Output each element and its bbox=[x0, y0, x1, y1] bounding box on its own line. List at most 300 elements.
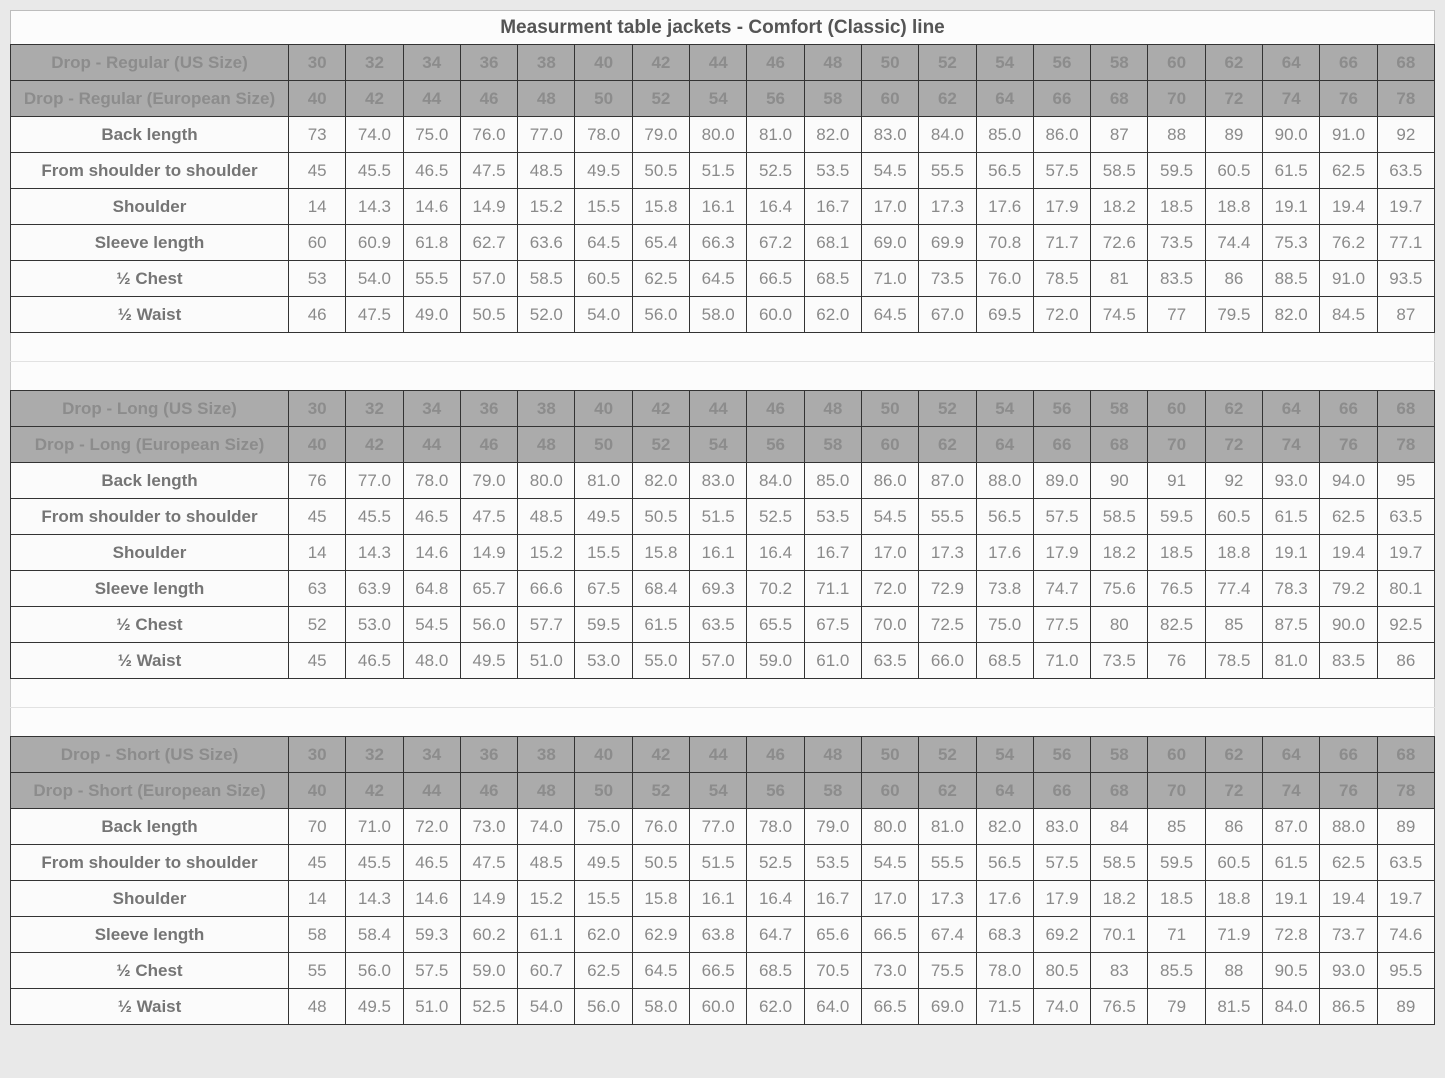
measurement-value-cell: 78.3 bbox=[1263, 571, 1320, 607]
eu-size-cell: 66 bbox=[1033, 773, 1090, 809]
measurement-value-cell: 88.0 bbox=[1320, 809, 1377, 845]
eu-size-cell: 76 bbox=[1320, 81, 1377, 117]
eu-size-cell: 62 bbox=[919, 427, 976, 463]
measurement-value-cell: 88 bbox=[1205, 953, 1262, 989]
us-size-cell: 60 bbox=[1148, 45, 1205, 81]
measurement-value-cell: 91.0 bbox=[1320, 261, 1377, 297]
eu-size-cell: 68 bbox=[1091, 427, 1148, 463]
measurement-value-cell: 62.5 bbox=[1320, 845, 1377, 881]
measurement-value-cell: 86 bbox=[1377, 643, 1434, 679]
measurement-value-cell: 16.7 bbox=[804, 189, 861, 225]
measurement-value-cell: 59.5 bbox=[1148, 845, 1205, 881]
measurement-row-label: ½ Chest bbox=[11, 607, 289, 643]
eu-size-cell: 46 bbox=[460, 81, 517, 117]
measurement-value-cell: 16.7 bbox=[804, 881, 861, 917]
measurement-row bbox=[11, 225, 1435, 261]
measurement-value-cell: 14 bbox=[289, 881, 346, 917]
measurement-value-cell: 58.5 bbox=[518, 261, 575, 297]
us-size-cell: 50 bbox=[861, 45, 918, 81]
eu-size-cell: 54 bbox=[690, 81, 747, 117]
measurement-row-label: From shoulder to shoulder bbox=[11, 499, 289, 535]
measurement-value-cell: 17.6 bbox=[976, 189, 1033, 225]
measurement-value-cell: 19.7 bbox=[1377, 189, 1434, 225]
measurement-value-cell: 59.5 bbox=[1148, 499, 1205, 535]
us-size-cell: 42 bbox=[632, 737, 689, 773]
measurement-value-cell: 91 bbox=[1148, 463, 1205, 499]
eu-size-cell: 42 bbox=[346, 427, 403, 463]
us-size-cell: 66 bbox=[1320, 45, 1377, 81]
measurement-value-cell: 58.4 bbox=[346, 917, 403, 953]
measurement-value-cell: 92.5 bbox=[1377, 607, 1434, 643]
measurement-value-cell: 45.5 bbox=[346, 153, 403, 189]
measurement-value-cell: 16.7 bbox=[804, 535, 861, 571]
measurement-value-cell: 51.5 bbox=[690, 845, 747, 881]
measurement-value-cell: 57.0 bbox=[690, 643, 747, 679]
measurement-value-cell: 73.0 bbox=[460, 809, 517, 845]
measurement-value-cell: 62.5 bbox=[632, 261, 689, 297]
measurement-value-cell: 76.5 bbox=[1091, 989, 1148, 1025]
measurement-value-cell: 46 bbox=[289, 297, 346, 333]
measurement-value-cell: 49.5 bbox=[346, 989, 403, 1025]
eu-size-cell: 50 bbox=[575, 773, 632, 809]
us-size-cell: 52 bbox=[919, 391, 976, 427]
measurement-value-cell: 70.2 bbox=[747, 571, 804, 607]
measurement-value-cell: 69.2 bbox=[1033, 917, 1090, 953]
measurement-value-cell: 71 bbox=[1148, 917, 1205, 953]
measurement-value-cell: 14.9 bbox=[460, 189, 517, 225]
measurement-value-cell: 73.7 bbox=[1320, 917, 1377, 953]
measurement-value-cell: 48.5 bbox=[518, 153, 575, 189]
measurement-value-cell: 17.0 bbox=[861, 535, 918, 571]
measurement-value-cell: 19.4 bbox=[1320, 881, 1377, 917]
measurement-value-cell: 15.5 bbox=[575, 189, 632, 225]
us-size-cell: 68 bbox=[1377, 737, 1434, 773]
measurement-value-cell: 69.3 bbox=[690, 571, 747, 607]
measurement-value-cell: 62.7 bbox=[460, 225, 517, 261]
measurement-value-cell: 75.5 bbox=[919, 953, 976, 989]
eu-size-cell: 68 bbox=[1091, 81, 1148, 117]
measurement-value-cell: 67.5 bbox=[804, 607, 861, 643]
measurement-value-cell: 52.5 bbox=[747, 845, 804, 881]
measurement-value-cell: 49.5 bbox=[575, 845, 632, 881]
eu-size-cell: 76 bbox=[1320, 773, 1377, 809]
eu-size-cell: 48 bbox=[518, 773, 575, 809]
measurement-value-cell: 74.0 bbox=[346, 117, 403, 153]
measurement-value-cell: 63.6 bbox=[518, 225, 575, 261]
measurement-value-cell: 56.5 bbox=[976, 845, 1033, 881]
measurement-value-cell: 77 bbox=[1148, 297, 1205, 333]
measurement-value-cell: 17.9 bbox=[1033, 535, 1090, 571]
measurement-value-cell: 14.6 bbox=[403, 189, 460, 225]
measurement-row-label: Shoulder bbox=[11, 189, 289, 225]
measurement-row bbox=[11, 917, 1435, 953]
measurement-value-cell: 77.0 bbox=[346, 463, 403, 499]
measurement-value-cell: 90.0 bbox=[1320, 607, 1377, 643]
measurement-value-cell: 57.5 bbox=[403, 953, 460, 989]
measurement-row bbox=[11, 535, 1435, 571]
measurement-value-cell: 53.5 bbox=[804, 153, 861, 189]
eu-size-cell: 50 bbox=[575, 81, 632, 117]
measurement-value-cell: 75.0 bbox=[976, 607, 1033, 643]
section-gap-1 bbox=[11, 333, 1435, 391]
measurement-value-cell: 81.5 bbox=[1205, 989, 1262, 1025]
measurement-value-cell: 69.5 bbox=[976, 297, 1033, 333]
measurement-value-cell: 65.5 bbox=[747, 607, 804, 643]
measurement-value-cell: 46.5 bbox=[403, 153, 460, 189]
eu-size-cell: 44 bbox=[403, 81, 460, 117]
measurement-value-cell: 60.5 bbox=[575, 261, 632, 297]
measurement-row-label: ½ Chest bbox=[11, 953, 289, 989]
measurement-value-cell: 86.5 bbox=[1320, 989, 1377, 1025]
measurement-value-cell: 45 bbox=[289, 643, 346, 679]
measurement-value-cell: 58.5 bbox=[1091, 845, 1148, 881]
us-size-cell: 60 bbox=[1148, 737, 1205, 773]
measurement-value-cell: 17.3 bbox=[919, 535, 976, 571]
measurement-value-cell: 16.1 bbox=[690, 535, 747, 571]
us-size-cell: 30 bbox=[289, 391, 346, 427]
measurement-value-cell: 17.3 bbox=[919, 881, 976, 917]
eu-size-cell: 66 bbox=[1033, 427, 1090, 463]
measurement-value-cell: 80.1 bbox=[1377, 571, 1434, 607]
spacer-row bbox=[11, 362, 1435, 391]
measurement-value-cell: 14 bbox=[289, 535, 346, 571]
measurement-value-cell: 70.0 bbox=[861, 607, 918, 643]
measurement-row bbox=[11, 881, 1435, 917]
measurement-value-cell: 68.1 bbox=[804, 225, 861, 261]
us-size-cell: 38 bbox=[518, 45, 575, 81]
size-header-row bbox=[11, 427, 1435, 463]
measurement-value-cell: 79.0 bbox=[460, 463, 517, 499]
eu-size-cell: 64 bbox=[976, 773, 1033, 809]
measurement-value-cell: 88.0 bbox=[976, 463, 1033, 499]
measurement-value-cell: 55.5 bbox=[919, 845, 976, 881]
measurement-value-cell: 64.7 bbox=[747, 917, 804, 953]
measurement-value-cell: 85.5 bbox=[1148, 953, 1205, 989]
measurement-value-cell: 66.5 bbox=[690, 953, 747, 989]
measurement-value-cell: 50.5 bbox=[632, 499, 689, 535]
measurement-row-label: ½ Waist bbox=[11, 297, 289, 333]
us-size-cell: 46 bbox=[747, 737, 804, 773]
eu-size-cell: 64 bbox=[976, 427, 1033, 463]
measurement-value-cell: 16.4 bbox=[747, 189, 804, 225]
measurement-value-cell: 61.1 bbox=[518, 917, 575, 953]
measurement-value-cell: 14.3 bbox=[346, 535, 403, 571]
us-size-cell: 34 bbox=[403, 45, 460, 81]
eu-size-cell: 62 bbox=[919, 81, 976, 117]
measurement-value-cell: 78.5 bbox=[1205, 643, 1262, 679]
measurement-value-cell: 72.0 bbox=[861, 571, 918, 607]
measurement-value-cell: 71.0 bbox=[346, 809, 403, 845]
measurement-value-cell: 59.0 bbox=[460, 953, 517, 989]
measurement-value-cell: 19.7 bbox=[1377, 535, 1434, 571]
measurement-value-cell: 45 bbox=[289, 845, 346, 881]
measurement-value-cell: 16.4 bbox=[747, 535, 804, 571]
measurement-value-cell: 53 bbox=[289, 261, 346, 297]
us-size-cell: 62 bbox=[1205, 391, 1262, 427]
measurement-value-cell: 68.3 bbox=[976, 917, 1033, 953]
measurement-value-cell: 60.0 bbox=[690, 989, 747, 1025]
spacer-row bbox=[11, 679, 1435, 708]
measurement-value-cell: 52.5 bbox=[747, 153, 804, 189]
measurement-value-cell: 80.5 bbox=[1033, 953, 1090, 989]
measurement-value-cell: 48.5 bbox=[518, 499, 575, 535]
measurement-value-cell: 75.0 bbox=[403, 117, 460, 153]
measurement-value-cell: 79.0 bbox=[632, 117, 689, 153]
measurement-value-cell: 50.5 bbox=[632, 153, 689, 189]
measurement-row-label: Shoulder bbox=[11, 535, 289, 571]
measurement-value-cell: 91.0 bbox=[1320, 117, 1377, 153]
measurement-value-cell: 68.5 bbox=[747, 953, 804, 989]
measurement-value-cell: 52 bbox=[289, 607, 346, 643]
measurement-value-cell: 76.2 bbox=[1320, 225, 1377, 261]
measurement-row-label: Shoulder bbox=[11, 881, 289, 917]
us-size-cell: 54 bbox=[976, 737, 1033, 773]
us-size-cell: 64 bbox=[1263, 737, 1320, 773]
eu-size-cell: 54 bbox=[690, 427, 747, 463]
measurement-value-cell: 65.7 bbox=[460, 571, 517, 607]
measurement-value-cell: 67.2 bbox=[747, 225, 804, 261]
measurement-value-cell: 69.9 bbox=[919, 225, 976, 261]
spacer-cell bbox=[11, 333, 1435, 362]
measurement-value-cell: 49.0 bbox=[403, 297, 460, 333]
us-size-cell: 54 bbox=[976, 391, 1033, 427]
measurement-value-cell: 76 bbox=[289, 463, 346, 499]
measurement-value-cell: 92 bbox=[1205, 463, 1262, 499]
measurement-value-cell: 53.5 bbox=[804, 499, 861, 535]
measurement-value-cell: 48.0 bbox=[403, 643, 460, 679]
measurement-value-cell: 60.5 bbox=[1205, 499, 1262, 535]
measurement-value-cell: 81.0 bbox=[919, 809, 976, 845]
eu-size-cell: 40 bbox=[289, 81, 346, 117]
measurement-value-cell: 56.5 bbox=[976, 153, 1033, 189]
measurement-value-cell: 92 bbox=[1377, 117, 1434, 153]
measurement-value-cell: 70.5 bbox=[804, 953, 861, 989]
measurement-table bbox=[10, 10, 1435, 1025]
measurement-value-cell: 71.9 bbox=[1205, 917, 1262, 953]
eu-size-cell: 58 bbox=[804, 427, 861, 463]
measurement-value-cell: 60.2 bbox=[460, 917, 517, 953]
measurement-value-cell: 83.5 bbox=[1320, 643, 1377, 679]
measurement-value-cell: 82.5 bbox=[1148, 607, 1205, 643]
measurement-value-cell: 71.0 bbox=[1033, 643, 1090, 679]
measurement-value-cell: 48 bbox=[289, 989, 346, 1025]
measurement-value-cell: 80.0 bbox=[861, 809, 918, 845]
measurement-value-cell: 86.0 bbox=[861, 463, 918, 499]
measurement-value-cell: 75.0 bbox=[575, 809, 632, 845]
measurement-value-cell: 72.6 bbox=[1091, 225, 1148, 261]
title-row bbox=[11, 11, 1435, 45]
measurement-value-cell: 18.8 bbox=[1205, 881, 1262, 917]
measurement-value-cell: 56.0 bbox=[575, 989, 632, 1025]
eu-size-cell: 76 bbox=[1320, 427, 1377, 463]
us-size-cell: 44 bbox=[690, 45, 747, 81]
measurement-row-label: From shoulder to shoulder bbox=[11, 845, 289, 881]
measurement-value-cell: 58.0 bbox=[690, 297, 747, 333]
measurement-row-label: Sleeve length bbox=[11, 917, 289, 953]
us-size-cell: 36 bbox=[460, 391, 517, 427]
measurement-value-cell: 78.5 bbox=[1033, 261, 1090, 297]
measurement-value-cell: 61.0 bbox=[804, 643, 861, 679]
measurement-value-cell: 55 bbox=[289, 953, 346, 989]
measurement-value-cell: 64.5 bbox=[690, 261, 747, 297]
measurement-value-cell: 70.8 bbox=[976, 225, 1033, 261]
us-size-cell: 56 bbox=[1033, 45, 1090, 81]
measurement-row bbox=[11, 571, 1435, 607]
measurement-row bbox=[11, 189, 1435, 225]
measurement-value-cell: 84.0 bbox=[747, 463, 804, 499]
measurement-value-cell: 72.0 bbox=[403, 809, 460, 845]
measurement-value-cell: 72.0 bbox=[1033, 297, 1090, 333]
measurement-value-cell: 71.5 bbox=[976, 989, 1033, 1025]
measurement-value-cell: 73.0 bbox=[861, 953, 918, 989]
measurement-value-cell: 18.5 bbox=[1148, 881, 1205, 917]
size-header-row bbox=[11, 45, 1435, 81]
measurement-value-cell: 75.3 bbox=[1263, 225, 1320, 261]
measurement-value-cell: 66.6 bbox=[518, 571, 575, 607]
measurement-value-cell: 63.5 bbox=[861, 643, 918, 679]
measurement-value-cell: 73.5 bbox=[919, 261, 976, 297]
measurement-value-cell: 64.5 bbox=[632, 953, 689, 989]
measurement-value-cell: 17.6 bbox=[976, 881, 1033, 917]
measurement-value-cell: 45 bbox=[289, 499, 346, 535]
measurement-value-cell: 69.0 bbox=[919, 989, 976, 1025]
us-size-cell: 30 bbox=[289, 45, 346, 81]
eu-size-cell: 40 bbox=[289, 427, 346, 463]
measurement-value-cell: 17.9 bbox=[1033, 189, 1090, 225]
measurement-row bbox=[11, 297, 1435, 333]
measurement-row-label: Back length bbox=[11, 117, 289, 153]
us-size-cell: 44 bbox=[690, 737, 747, 773]
measurement-value-cell: 17.0 bbox=[861, 881, 918, 917]
measurement-value-cell: 60.0 bbox=[747, 297, 804, 333]
measurement-value-cell: 84.0 bbox=[1263, 989, 1320, 1025]
measurement-value-cell: 71.1 bbox=[804, 571, 861, 607]
measurement-value-cell: 51.0 bbox=[518, 643, 575, 679]
eu-size-cell: 48 bbox=[518, 81, 575, 117]
eu-size-row-label: Drop - Long (European Size) bbox=[11, 427, 289, 463]
measurement-value-cell: 72.9 bbox=[919, 571, 976, 607]
measurement-row-label: ½ Waist bbox=[11, 643, 289, 679]
measurement-value-cell: 15.8 bbox=[632, 535, 689, 571]
us-size-cell: 32 bbox=[346, 391, 403, 427]
measurement-row-label: From shoulder to shoulder bbox=[11, 153, 289, 189]
measurement-value-cell: 85 bbox=[1205, 607, 1262, 643]
measurement-value-cell: 63.5 bbox=[1377, 153, 1434, 189]
measurement-value-cell: 64.5 bbox=[575, 225, 632, 261]
eu-size-cell: 52 bbox=[632, 427, 689, 463]
us-size-cell: 52 bbox=[919, 45, 976, 81]
us-size-cell: 38 bbox=[518, 737, 575, 773]
measurement-value-cell: 54.5 bbox=[403, 607, 460, 643]
measurement-value-cell: 50.5 bbox=[632, 845, 689, 881]
measurement-value-cell: 15.2 bbox=[518, 881, 575, 917]
us-size-cell: 42 bbox=[632, 45, 689, 81]
us-size-cell: 40 bbox=[575, 45, 632, 81]
measurement-value-cell: 76 bbox=[1148, 643, 1205, 679]
measurement-value-cell: 74.0 bbox=[1033, 989, 1090, 1025]
measurement-value-cell: 89 bbox=[1377, 809, 1434, 845]
us-size-cell: 34 bbox=[403, 391, 460, 427]
section-gap-2 bbox=[11, 679, 1435, 737]
measurement-value-cell: 70 bbox=[289, 809, 346, 845]
measurement-value-cell: 56.0 bbox=[346, 953, 403, 989]
measurement-value-cell: 53.5 bbox=[804, 845, 861, 881]
measurement-value-cell: 54.0 bbox=[575, 297, 632, 333]
measurement-value-cell: 67.5 bbox=[575, 571, 632, 607]
measurement-value-cell: 58 bbox=[289, 917, 346, 953]
measurement-row-label: Sleeve length bbox=[11, 225, 289, 261]
measurement-value-cell: 18.2 bbox=[1091, 189, 1148, 225]
measurement-value-cell: 51.0 bbox=[403, 989, 460, 1025]
measurement-row-label: Back length bbox=[11, 463, 289, 499]
measurement-value-cell: 89.0 bbox=[1033, 463, 1090, 499]
measurement-value-cell: 47.5 bbox=[346, 297, 403, 333]
size-header-row bbox=[11, 773, 1435, 809]
measurement-value-cell: 88 bbox=[1148, 117, 1205, 153]
measurement-value-cell: 78.0 bbox=[747, 809, 804, 845]
eu-size-row-label: Drop - Short (European Size) bbox=[11, 773, 289, 809]
us-size-cell: 48 bbox=[804, 45, 861, 81]
measurement-value-cell: 77.1 bbox=[1377, 225, 1434, 261]
section-drop-long bbox=[11, 391, 1435, 679]
measurement-value-cell: 53.0 bbox=[575, 643, 632, 679]
measurement-value-cell: 14.9 bbox=[460, 881, 517, 917]
measurement-value-cell: 47.5 bbox=[460, 845, 517, 881]
measurement-value-cell: 81.0 bbox=[747, 117, 804, 153]
measurement-value-cell: 73.5 bbox=[1148, 225, 1205, 261]
measurement-value-cell: 45.5 bbox=[346, 499, 403, 535]
measurement-row bbox=[11, 607, 1435, 643]
measurement-value-cell: 51.5 bbox=[690, 499, 747, 535]
measurement-value-cell: 77.4 bbox=[1205, 571, 1262, 607]
measurement-value-cell: 80 bbox=[1091, 607, 1148, 643]
measurement-value-cell: 14.6 bbox=[403, 881, 460, 917]
measurement-value-cell: 63.5 bbox=[1377, 845, 1434, 881]
us-size-cell: 36 bbox=[460, 737, 517, 773]
measurement-value-cell: 90.5 bbox=[1263, 953, 1320, 989]
measurement-value-cell: 61.5 bbox=[1263, 153, 1320, 189]
eu-size-cell: 70 bbox=[1148, 427, 1205, 463]
measurement-value-cell: 19.1 bbox=[1263, 535, 1320, 571]
size-header-row bbox=[11, 391, 1435, 427]
size-header-row bbox=[11, 81, 1435, 117]
us-size-cell: 68 bbox=[1377, 45, 1434, 81]
eu-size-cell: 62 bbox=[919, 773, 976, 809]
us-size-cell: 42 bbox=[632, 391, 689, 427]
measurement-value-cell: 45.5 bbox=[346, 845, 403, 881]
measurement-value-cell: 70.1 bbox=[1091, 917, 1148, 953]
us-size-cell: 36 bbox=[460, 45, 517, 81]
measurement-value-cell: 78.0 bbox=[575, 117, 632, 153]
measurement-value-cell: 67.4 bbox=[919, 917, 976, 953]
measurement-value-cell: 58.0 bbox=[632, 989, 689, 1025]
measurement-value-cell: 16.1 bbox=[690, 189, 747, 225]
measurement-value-cell: 83.0 bbox=[861, 117, 918, 153]
spacer-row bbox=[11, 333, 1435, 362]
us-size-cell: 66 bbox=[1320, 737, 1377, 773]
measurement-value-cell: 19.7 bbox=[1377, 881, 1434, 917]
eu-size-cell: 60 bbox=[861, 773, 918, 809]
measurement-value-cell: 61.5 bbox=[632, 607, 689, 643]
eu-size-cell: 78 bbox=[1377, 773, 1434, 809]
us-size-cell: 46 bbox=[747, 45, 804, 81]
measurement-value-cell: 56.5 bbox=[976, 499, 1033, 535]
eu-size-cell: 42 bbox=[346, 81, 403, 117]
measurement-value-cell: 65.4 bbox=[632, 225, 689, 261]
eu-size-cell: 52 bbox=[632, 81, 689, 117]
measurement-value-cell: 82.0 bbox=[976, 809, 1033, 845]
measurement-value-cell: 18.2 bbox=[1091, 535, 1148, 571]
